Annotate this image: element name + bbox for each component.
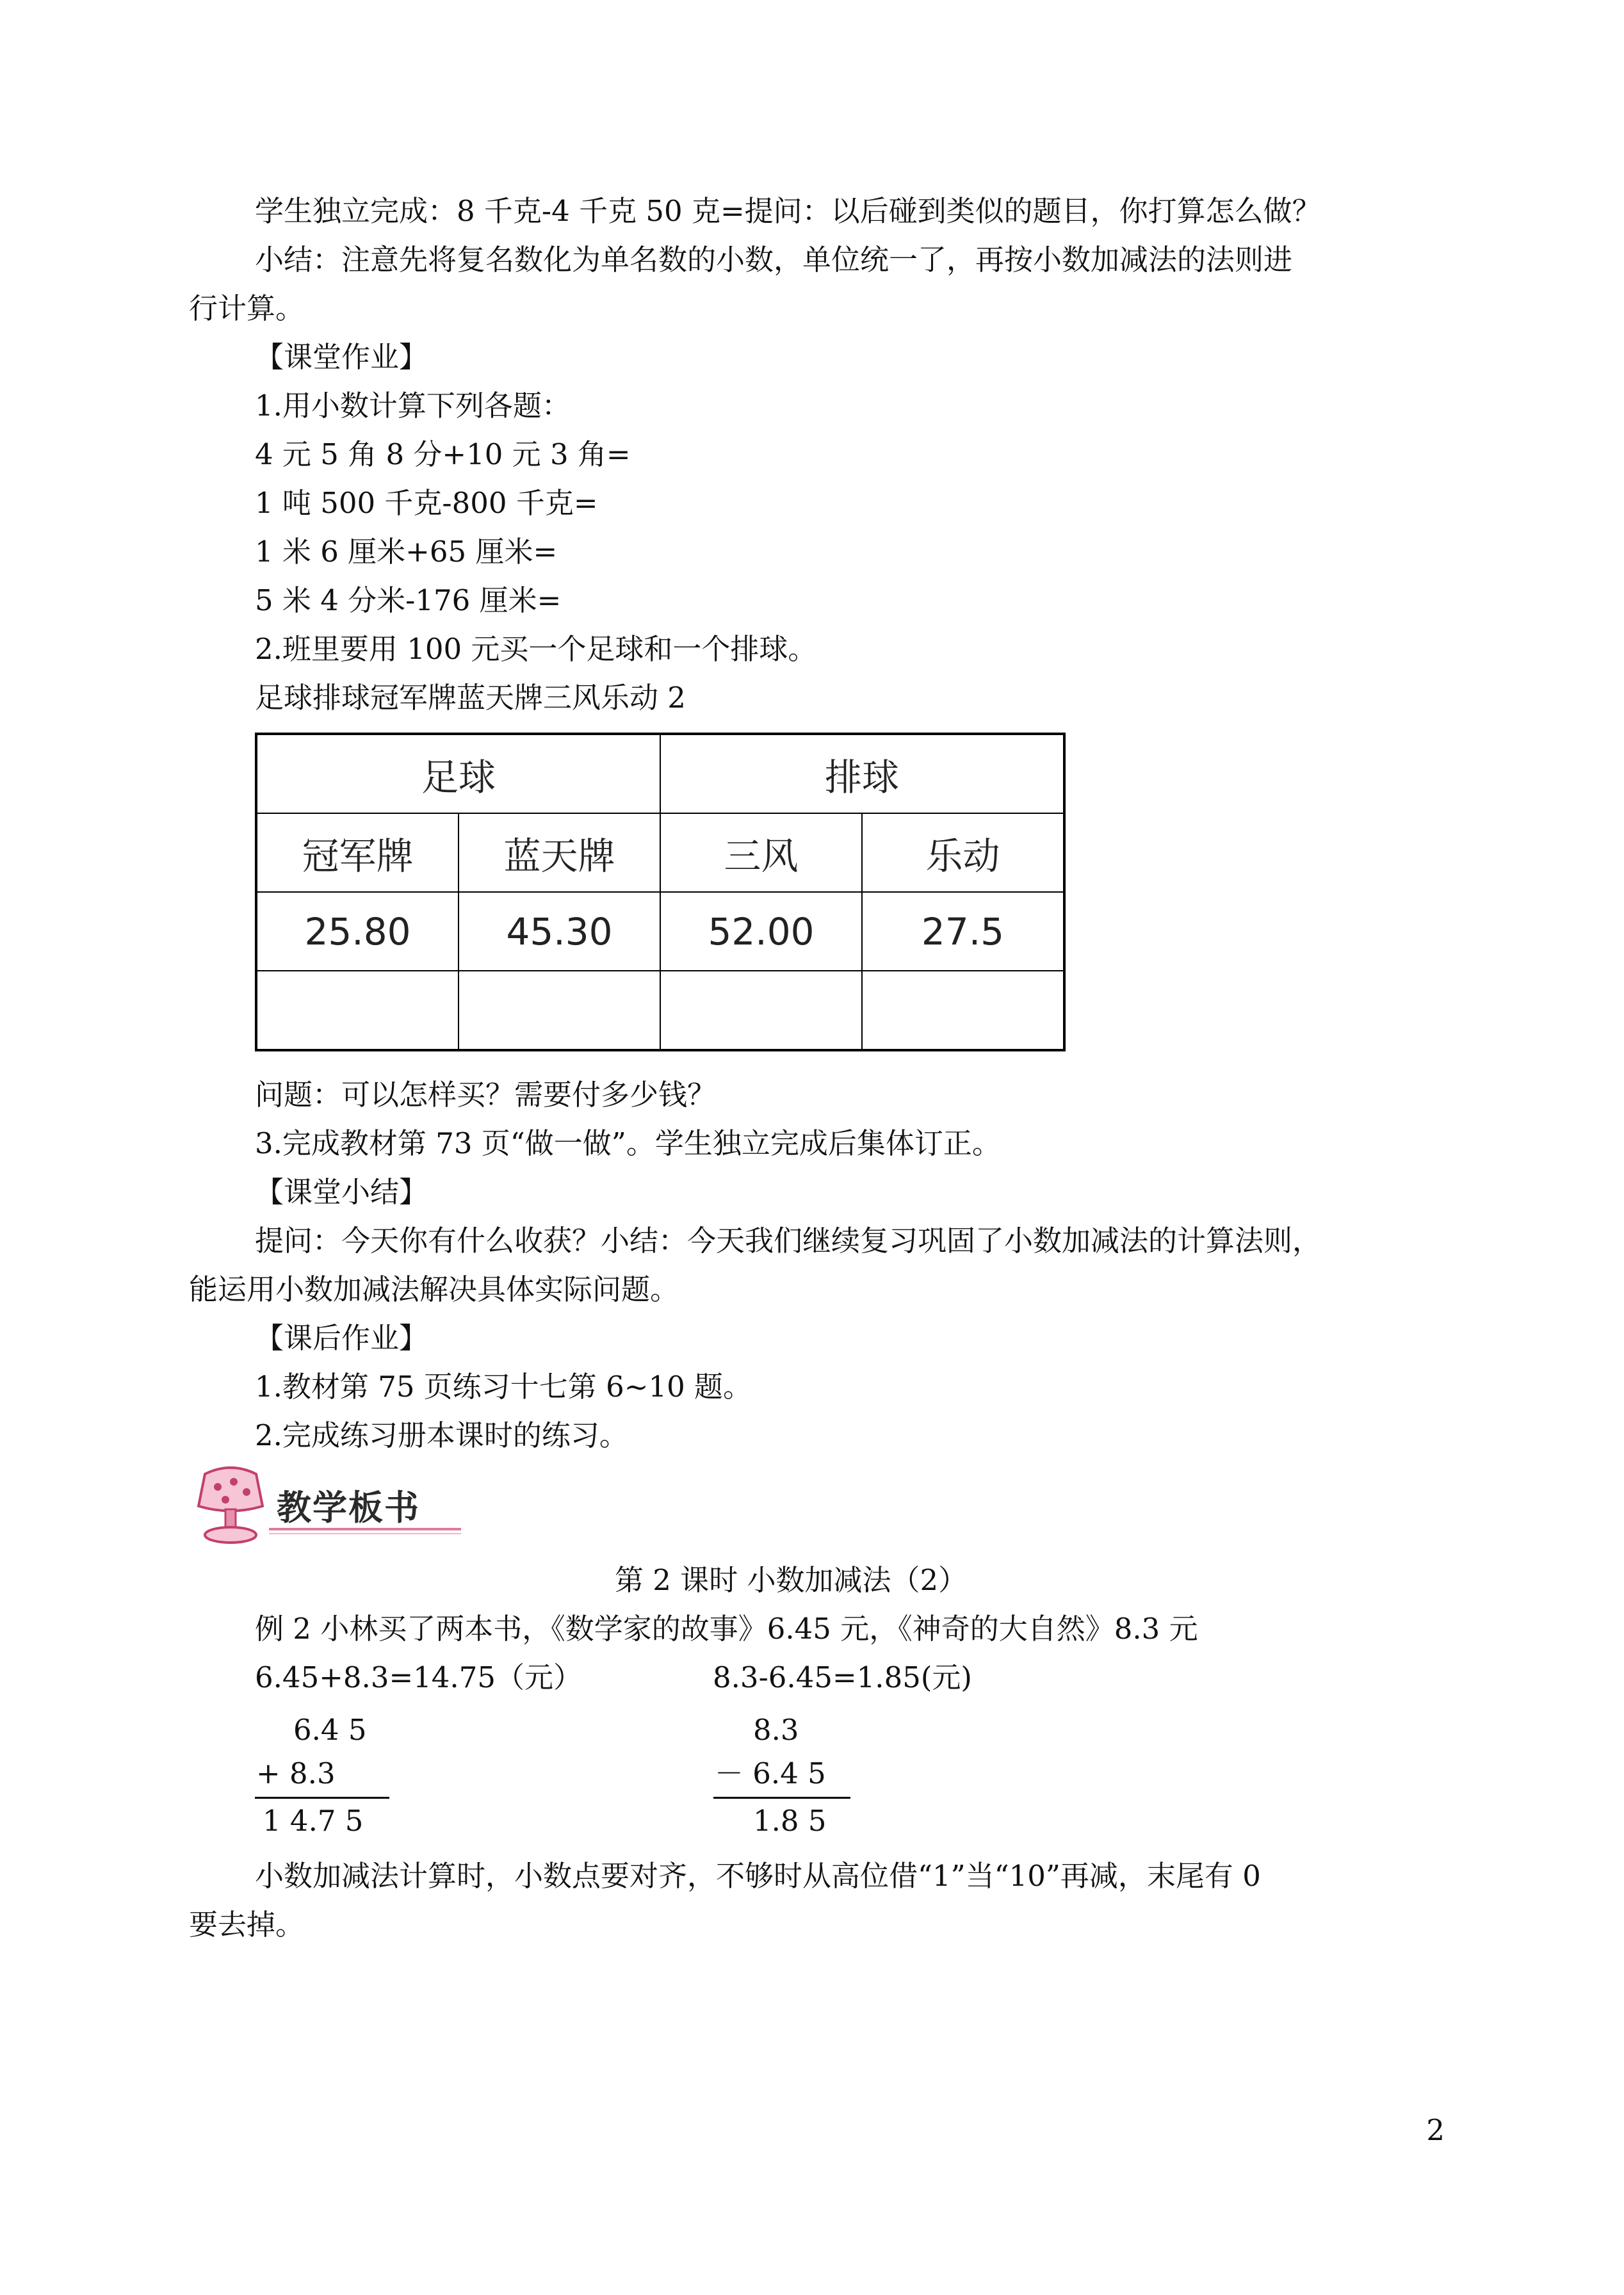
badge-underline bbox=[269, 1528, 461, 1530]
heading-classwork: 【课堂作业】 bbox=[255, 340, 428, 374]
heading-summary: 【课堂小结】 bbox=[255, 1175, 428, 1209]
question-1d: 5 米 4 分米-176 厘米= bbox=[255, 583, 562, 617]
lesson-title: 第 2 课时 小数加减法（2） bbox=[615, 1563, 968, 1597]
vertical-sub-top: 8.3 bbox=[753, 1713, 799, 1747]
table-empty-cell bbox=[459, 971, 660, 1050]
vertical-sub-mid: － 6.4 5 bbox=[715, 1756, 826, 1790]
question-1b: 1 吨 500 千克-800 千克= bbox=[255, 486, 598, 520]
question-1c: 1 米 6 厘米+65 厘米= bbox=[255, 535, 558, 569]
question-text: 问题：可以怎样买？需要付多少钱？ bbox=[255, 1078, 717, 1112]
vertical-add-mid: + 8.3 bbox=[256, 1756, 336, 1790]
table-price-cell: 25.80 bbox=[256, 892, 459, 971]
board-badge-title: 教学板书 bbox=[277, 1488, 420, 1528]
question-1: 1.用小数计算下列各题： bbox=[255, 389, 571, 423]
table-empty-cell bbox=[862, 971, 1064, 1050]
vertical-sub-result: 1.8 5 bbox=[753, 1804, 827, 1838]
question-2: 2.班里要用 100 元买一个足球和一个排球。 bbox=[255, 632, 817, 666]
example-2: 例 2 小林买了两本书，《数学家的故事》6.45 元，《神奇的大自然》8.3 元 bbox=[255, 1612, 1198, 1646]
page-number: 2 bbox=[1426, 2113, 1445, 2147]
table-price-cell: 27.5 bbox=[862, 892, 1064, 971]
paragraph-summary: 小结：注意先将复名数化为单名数的小数，单位统一了，再按小数加减法的法则进 bbox=[255, 243, 1293, 277]
table-price-cell: 52.00 bbox=[660, 892, 862, 971]
table-brand-cell: 蓝天牌 bbox=[459, 813, 660, 892]
equation-sub: 8.3-6.45=1.85(元) bbox=[713, 1660, 972, 1694]
table-empty-cell bbox=[256, 971, 459, 1050]
vertical-add-result: 1 4.7 5 bbox=[263, 1804, 364, 1838]
table-price-cell: 45.30 bbox=[459, 892, 660, 971]
table-empty-cell bbox=[660, 971, 862, 1050]
paragraph-summary-2: 提问：今天你有什么收获？小结：今天我们继续复习巩固了小数加减法的计算法则， bbox=[255, 1224, 1322, 1258]
question-2-caption: 足球排球冠军牌蓝天牌三风乐动 2 bbox=[255, 681, 686, 715]
question-1a: 4 元 5 角 8 分+10 元 3 角= bbox=[255, 437, 631, 471]
price-table bbox=[255, 733, 1066, 1051]
heading-homework: 【课后作业】 bbox=[255, 1321, 428, 1355]
table-brand-cell: 冠军牌 bbox=[256, 813, 459, 892]
homework-1: 1.教材第 75 页练习十七第 6~10 题。 bbox=[255, 1370, 752, 1404]
paragraph-summary-2-cont: 能运用小数加减法解决具体实际问题。 bbox=[189, 1272, 679, 1306]
badge-underline-2 bbox=[269, 1533, 461, 1534]
equation-add: 6.45+8.3=14.75（元） bbox=[255, 1660, 582, 1694]
table-brand-cell: 乐动 bbox=[862, 813, 1064, 892]
rule-text: 小数加减法计算时，小数点要对齐，不够时从高位借“1”当“10”再减，末尾有 0 bbox=[255, 1859, 1261, 1893]
board-badge bbox=[186, 1461, 467, 1551]
paragraph-summary-cont: 行计算。 bbox=[189, 291, 305, 325]
table-brand-cell: 三风 bbox=[660, 813, 862, 892]
rule-text-cont: 要去掉。 bbox=[189, 1908, 305, 1942]
lamp-icon bbox=[186, 1461, 275, 1551]
homework-2: 2.完成练习册本课时的练习。 bbox=[255, 1418, 628, 1452]
vertical-add-rule bbox=[255, 1797, 389, 1799]
vertical-add-top: 6.4 5 bbox=[293, 1713, 367, 1747]
table-header-football: 足球 bbox=[256, 734, 660, 813]
vertical-sub-rule bbox=[713, 1797, 850, 1799]
paragraph-exercise: 学生独立完成：8 千克-4 千克 50 克=提问：以后碰到类似的题目，你打算怎么做？ bbox=[255, 194, 1321, 228]
table-header-volleyball: 排球 bbox=[660, 734, 1064, 813]
question-3: 3.完成教材第 73 页“做一做”。学生独立完成后集体订正。 bbox=[255, 1126, 1001, 1160]
